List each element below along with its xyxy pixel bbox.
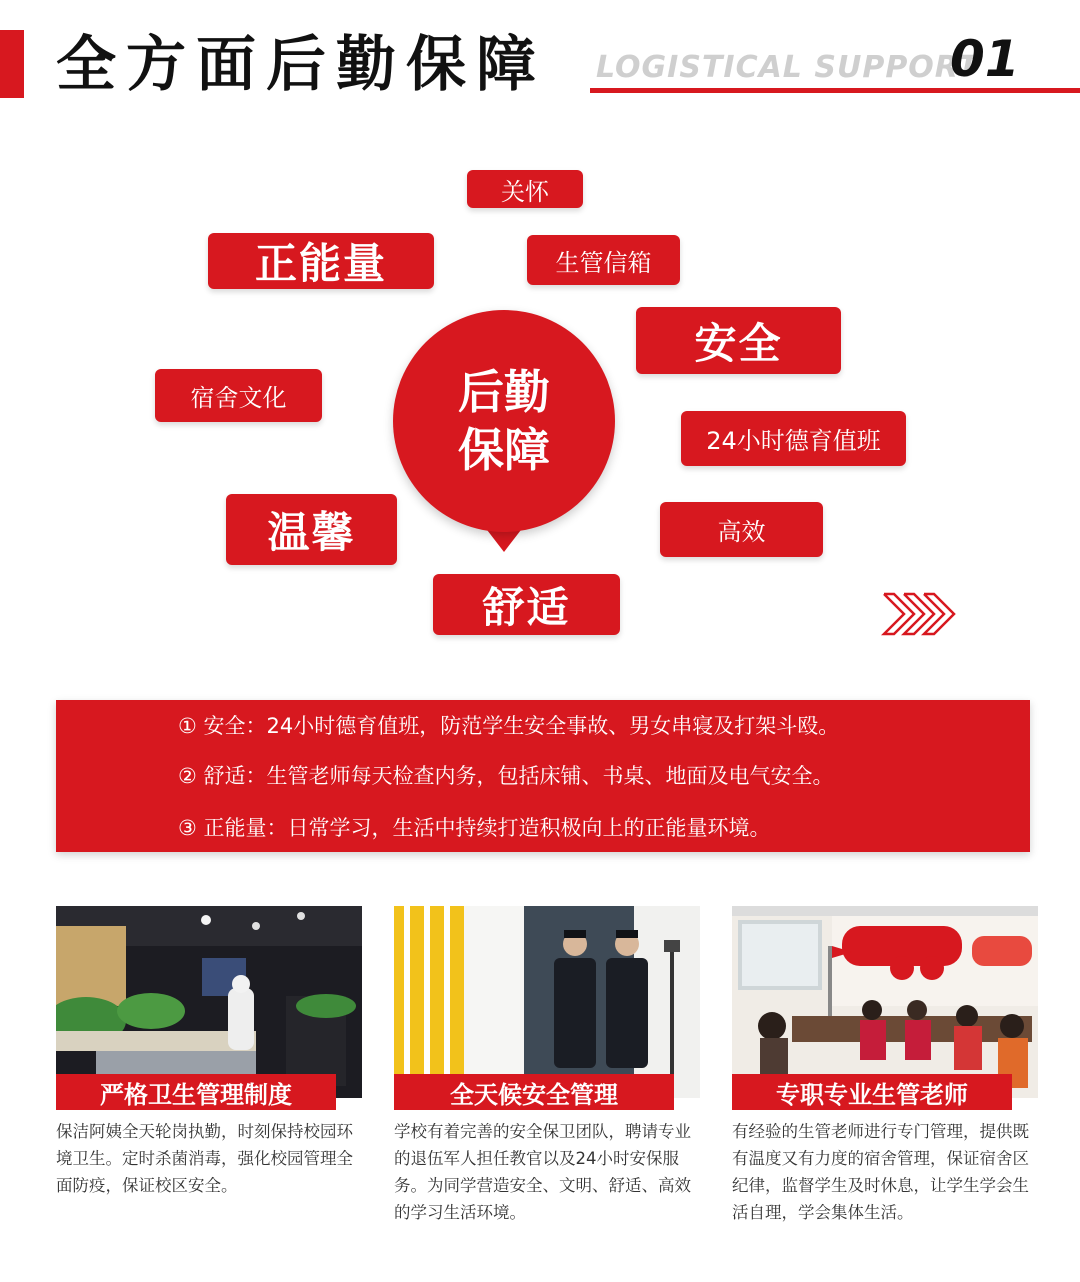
info-line-positive: ③ 正能量：日常学习，生活中持续打造积极向上的正能量环境。 — [178, 816, 771, 840]
tag-gaoxiao: 高效 — [660, 502, 823, 557]
photo-security-guards — [394, 906, 700, 1098]
tag-wenxin: 温馨 — [226, 494, 397, 565]
info-line-safety: ① 安全：24小时德育值班，防范学生安全事故、男女串寝及打架斗殴。 — [178, 714, 840, 738]
chevron-right-icon — [880, 590, 956, 638]
tag-shengguanxinxiang: 生管信箱 — [527, 235, 680, 285]
tag-guanhuai: 关怀 — [467, 170, 583, 208]
desc-security: 学校有着完善的安全保卫团队，聘请专业的退伍军人担任教官以及24小时安保服务。为同学营造安全、文明、舒适、高效的学习生活环境。 — [394, 1122, 691, 1222]
card-dorm-teachers — [732, 906, 1038, 1222]
tag-zhengnengliang: 正能量 — [208, 233, 434, 289]
page-title: 全方面后勤保障 — [56, 30, 546, 100]
caption-dorm-teachers: 专职专业生管老师 — [732, 1074, 1012, 1110]
photo-disinfection — [56, 906, 362, 1098]
info-line-comfort: ② 舒适：生管老师每天检查内务，包括床铺、书桌、地面及电气安全。 — [178, 764, 834, 788]
caption-security: 全天候安全管理 — [394, 1074, 674, 1110]
center-line-2: 保障 — [458, 423, 550, 477]
photo-teacher-meeting — [732, 906, 1038, 1098]
tag-24h-duty: 24小时德育值班 — [681, 411, 906, 466]
tag-sushewenhua: 宿舍文化 — [155, 369, 322, 422]
card-security — [394, 906, 700, 1222]
tag-shushi: 舒适 — [433, 574, 620, 635]
tag-anquan: 安全 — [636, 307, 841, 374]
section-number: 01 — [950, 30, 1020, 88]
card-hygiene — [56, 906, 362, 1195]
center-badge — [393, 310, 615, 532]
info-panel — [56, 700, 1030, 852]
header-underline — [590, 88, 1080, 93]
desc-dorm-teachers: 有经验的生管老师进行专门管理，提供既有温度又有力度的宿舍管理，保证宿舍区纪律，监督学生及时休息，让学生学会生活自理，学会集体生活。 — [732, 1122, 1029, 1222]
center-line-1: 后勤 — [458, 365, 550, 419]
english-subtitle: LOGISTICAL SUPPORT — [596, 50, 980, 85]
header-accent-bar — [0, 30, 24, 98]
desc-hygiene: 保洁阿姨全天轮岗执勤，时刻保持校园环境卫生。定时杀菌消毒，强化校园管理全面防疫，保证校区安全。 — [56, 1122, 353, 1195]
caption-hygiene: 严格卫生管理制度 — [56, 1074, 336, 1110]
